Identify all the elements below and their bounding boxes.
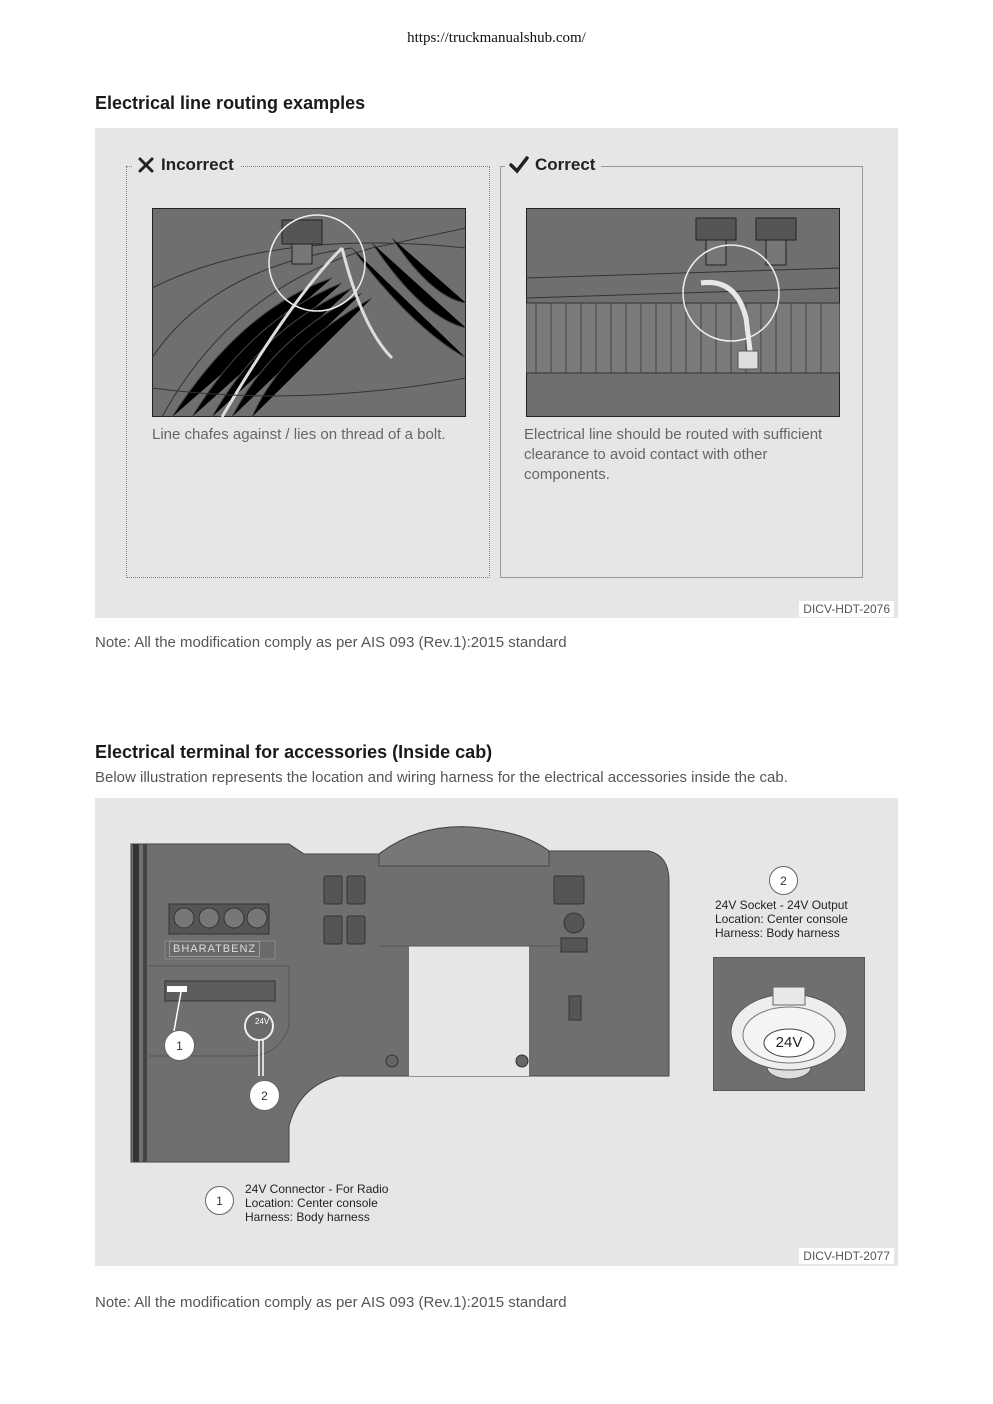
routing-figure-panel (95, 128, 898, 618)
figure-id-2077: DICV-HDT-2077 (799, 1248, 894, 1264)
dashboard-illustration (129, 826, 674, 1166)
check-icon (509, 156, 529, 174)
legend-marker-2: 2 (769, 866, 798, 895)
section-title-routing: Electrical line routing examples (95, 93, 366, 113)
callout-marker-2: 2 (249, 1080, 280, 1111)
callout-marker-1: 1 (164, 1030, 195, 1061)
note-2: Note: All the modification comply as per AIS 093 (Rev.1):2015 standard (95, 1294, 567, 1311)
incorrect-caption: Line chafes against / lies on thread of a bolt. (152, 426, 446, 443)
legend-text-1: 24V Connector - For Radio Location: Center console Harness: Body harness (245, 1182, 389, 1224)
section-description: Below illustration represents the location and wiring harness for the electrical accessories inside the cab. (95, 769, 788, 786)
socket-detail-illustration (713, 957, 865, 1091)
note-1: Note: All the modification comply as per AIS 093 (Rev.1):2015 standard (95, 634, 567, 651)
socket-detail-label: 24V (775, 1034, 803, 1051)
brand-logo: BHARATBENZ (169, 941, 260, 957)
legend-marker-1: 1 (205, 1186, 234, 1215)
correct-caption: Electrical line should be routed with sufficient clearance to avoid contact with other components. (524, 426, 823, 483)
incorrect-illustration (152, 208, 466, 417)
correct-illustration (526, 208, 840, 417)
section-title-terminal: Electrical terminal for accessories (Inside cab) (95, 742, 493, 762)
dash-socket-label: 24V (255, 1017, 270, 1026)
incorrect-legend (133, 155, 240, 175)
terminal-figure-panel (95, 798, 898, 1266)
correct-legend (505, 155, 601, 175)
incorrect-label: Incorrect (161, 155, 234, 174)
cross-icon (137, 156, 155, 174)
source-url[interactable]: https://truckmanualshub.com/ (407, 30, 586, 46)
legend-text-2: 24V Socket - 24V Output Location: Center console Harness: Body harness (715, 898, 848, 940)
figure-id-2076: DICV-HDT-2076 (799, 601, 894, 617)
correct-label: Correct (535, 155, 596, 174)
